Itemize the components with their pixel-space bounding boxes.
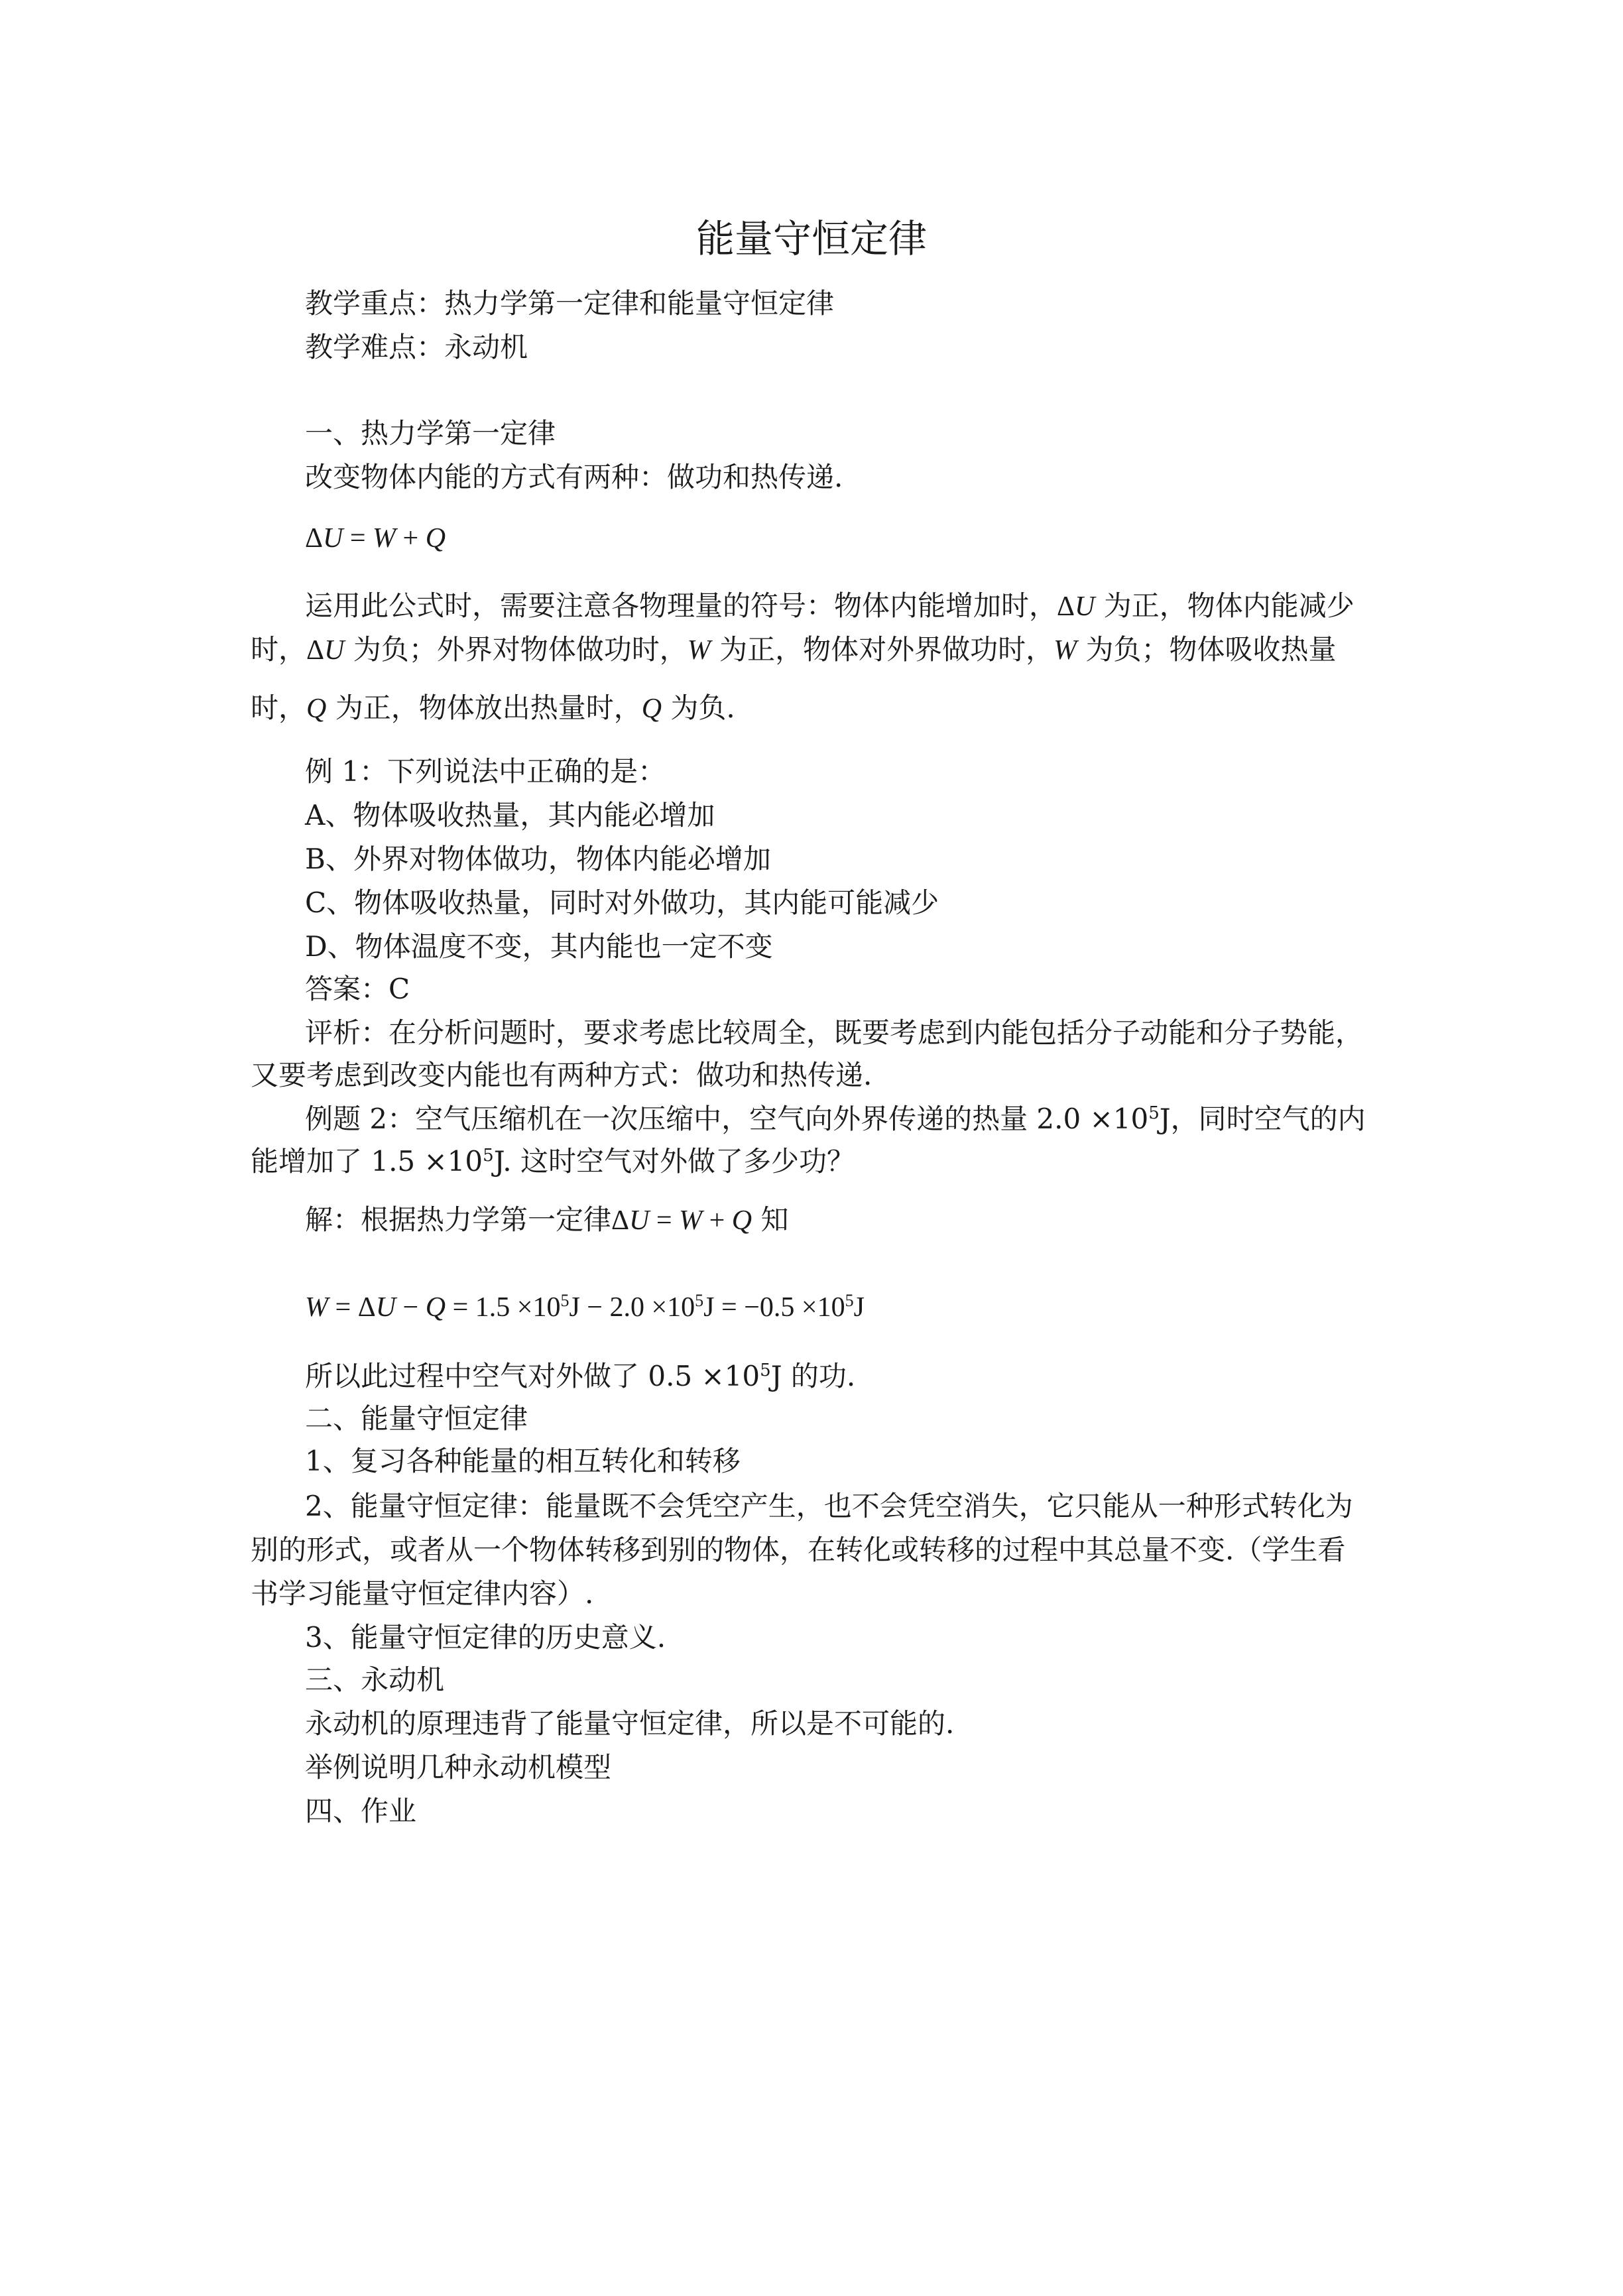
sign-rule-line-1: 运用此公式时，需要注意各物理量的符号：物体内能增加时，ΔU 为正，物体内能减少 [305, 589, 1354, 622]
page-title: 能量守恒定律 [695, 216, 927, 261]
example-1-analysis-line-1: 评析：在分析问题时，要求考虑比较周全，既要考虑到内能包括分子动能和分子势能， [305, 1016, 1364, 1049]
section-2-heading: 二、能量守恒定律 [305, 1402, 528, 1435]
example-1-analysis-line-2: 又要考虑到改变内能也有两种方式：做功和热传递. [251, 1059, 872, 1091]
example-2-conclusion: 所以此过程中空气对外做了 $0.5 \times 10^5J$ 的功. [305, 1360, 856, 1392]
section-3-para-1: 永动机的原理违背了能量守恒定律，所以是不可能的. [305, 1707, 955, 1740]
first-law-formula: ΔU = W + Q [305, 523, 446, 554]
section-1-intro: 改变物体内能的方式有两种：做功和热传递. [305, 461, 843, 493]
example-2-line-2: 能增加了 $1.5 \times 10^5J$. 这时空气对外做了多少功？ [251, 1145, 855, 1178]
section-3-heading: 三、永动机 [305, 1663, 445, 1696]
example-2-solution-intro: 解：根据热力学第一定律ΔU = W + Q 知 [305, 1203, 789, 1236]
section-2-item-2-line-3: 书学习能量守恒定律内容）. [251, 1577, 594, 1610]
section-2-item-3: 3、能量守恒定律的历史意义. [305, 1621, 666, 1654]
section-2-item-1: 1、复习各种能量的相互转化和转移 [305, 1445, 741, 1477]
example-1-option-a: A、物体吸收热量，其内能必增加 [305, 799, 715, 831]
section-4-heading: 四、作业 [305, 1795, 417, 1827]
sign-rule-line-3: 时，Q 为正，物体放出热量时，Q 为负. [251, 692, 735, 724]
example-1-answer: 答案：C [305, 973, 410, 1005]
teaching-difficulty: 教学难点：永动机 [305, 331, 528, 363]
example-1-option-c: C、物体吸收热量，同时对外做功，其内能可能减少 [305, 886, 939, 919]
section-2-item-2-line-2: 别的形式，或者从一个物体转移到别的物体，在转化或转移的过程中其总量不变.（学生看 [251, 1534, 1346, 1566]
section-1-heading: 一、热力学第一定律 [305, 417, 556, 450]
example-2-calculation: $W = \Delta U - Q = 1.5 \times 10^5J - 2.0 \times 10^5J = -0.5 \times 10^5J$ [305, 1291, 865, 1323]
sign-rule-line-2: 时，ΔU 为负；外界对物体做功时，W 为正，物体对外界做功时，W 为负；物体吸收热量 [251, 633, 1337, 666]
example-1-question: 例 1：下列说法中正确的是： [305, 755, 666, 788]
section-2-item-2-line-1: 2、能量守恒定律：能量既不会凭空产生，也不会凭空消失，它只能从一种形式转化为 [305, 1490, 1353, 1522]
section-3-para-2: 举例说明几种永动机模型 [305, 1751, 612, 1783]
teaching-focus: 教学重点：热力学第一定律和能量守恒定律 [305, 287, 835, 320]
example-1-option-d: D、物体温度不变，其内能也一定不变 [305, 930, 773, 963]
example-2-line-1: 例题 2：空气压缩机在一次压缩中，空气向外界传递的热量 $2.0 \times 10^5J$，同时空气的内 [305, 1103, 1366, 1135]
example-1-option-b: B、外界对物体做功，物体内能必增加 [305, 843, 771, 875]
